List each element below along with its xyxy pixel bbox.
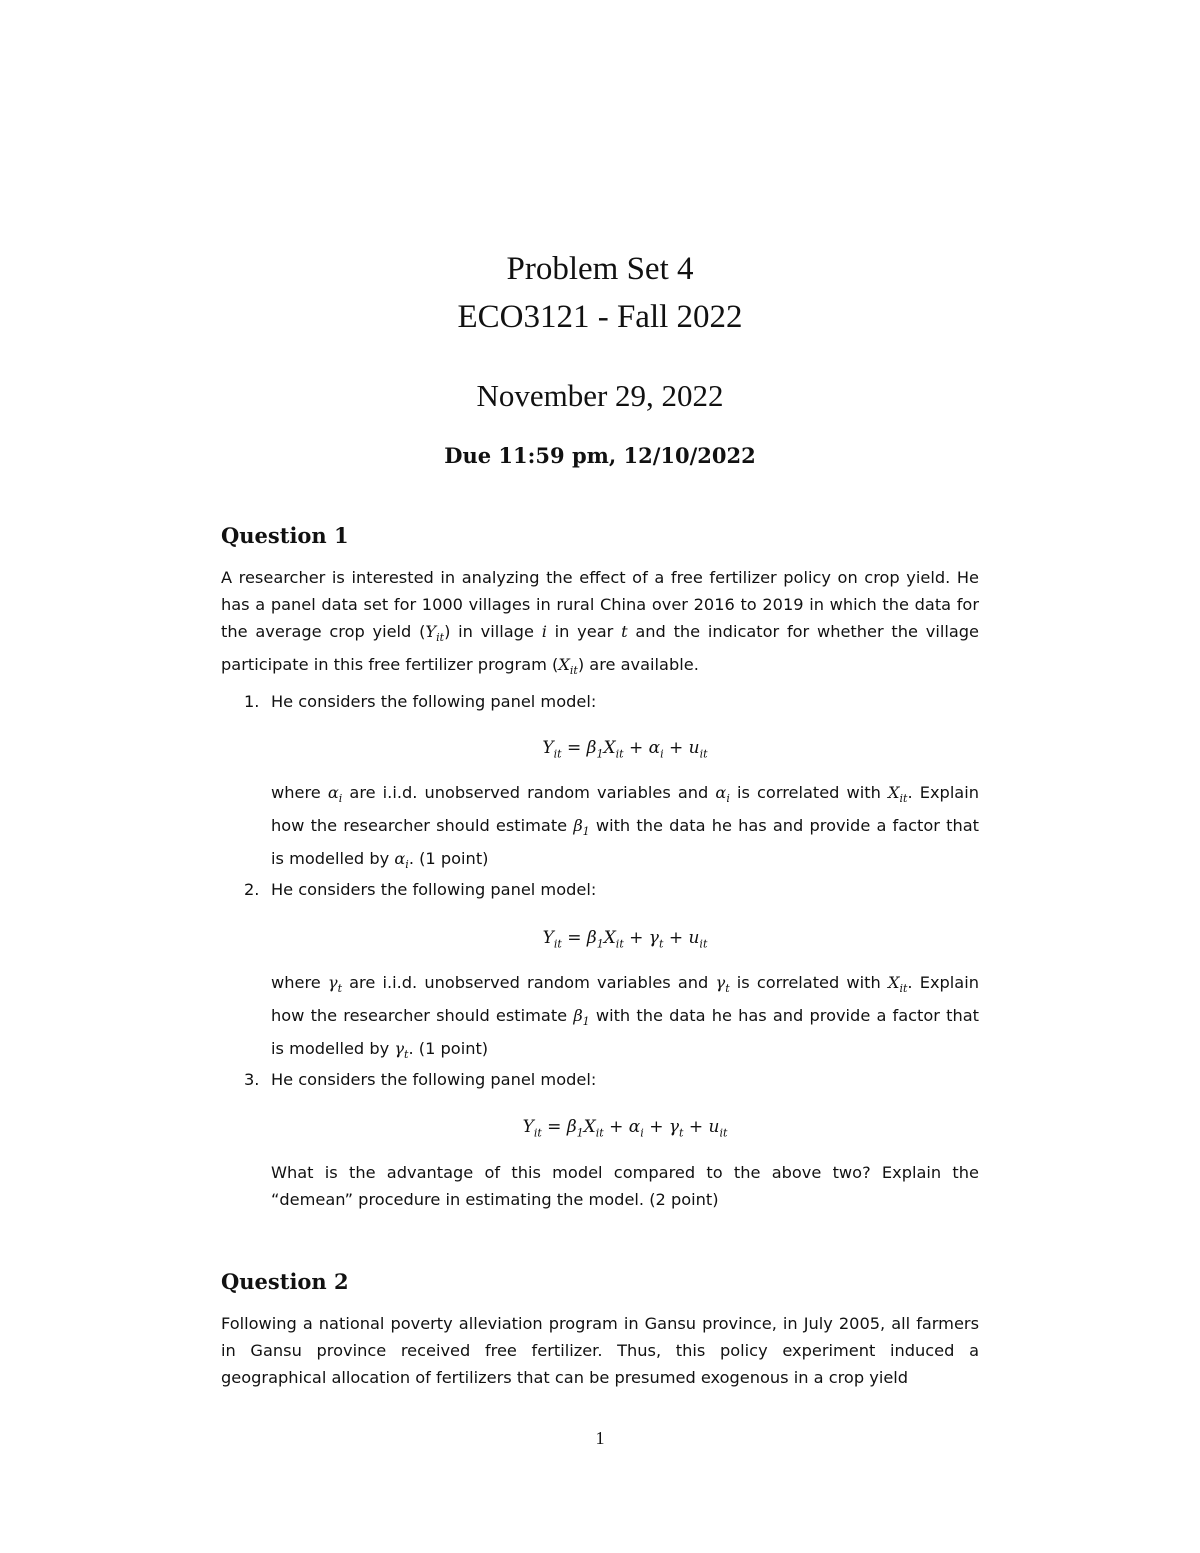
math-Y-it: $Y_{it}$	[425, 621, 445, 644]
intro-text-c: in year	[546, 621, 622, 641]
item-2-text-b: are i.i.d. unobserved random variables and	[341, 973, 716, 992]
item-2-text-a: where	[271, 973, 328, 992]
item-2-text-e: with the data he has and provide a factor that is modelled by	[271, 1006, 979, 1059]
item-1-text-e: with the data he has and provide a factor that is modelled by	[271, 816, 979, 869]
item-2-text-d: . Explain how the researcher should estimate	[271, 973, 979, 1026]
math-gamma-t: $\gamma_t$	[394, 1039, 409, 1062]
intro-text-b: ) in village	[444, 621, 542, 641]
math-X-it: $X_{it}$	[888, 783, 908, 806]
equation-2: $Y_{it} = \beta_1X_{it} + \gamma_t + u_{it}$	[542, 928, 708, 951]
question-1-heading: Question 1	[221, 523, 349, 548]
item-1-text-b: are i.i.d. unobserved random variables and	[342, 783, 716, 802]
intro-text-a: A researcher is interested in analyzing the effect of a free fertilizer policy on crop yield. He has a panel data set for 1000 villages in rural China over 2016 to 2019 in which the data for the average crop yield (	[221, 568, 979, 641]
intro-text-e: ) are available.	[577, 654, 699, 674]
page-number: 1	[595, 1428, 605, 1448]
equation-1: $Y_{it} = \beta_1X_{it} + \alpha_i + u_{it}$	[542, 738, 708, 761]
item-number: 2.	[244, 880, 260, 899]
math-gamma-t: $\gamma_t$	[715, 973, 730, 996]
question-1-item-2-text	[271, 970, 979, 1069]
math-gamma-t: $\gamma_t$	[327, 973, 342, 996]
title-block	[0, 245, 1200, 341]
item-lead-text: He considers the following panel model:	[271, 1070, 597, 1089]
item-2-text-f: . (1 point)	[408, 1039, 489, 1059]
equation-3: $Y_{it} = \beta_1X_{it} + \alpha_i + \gamma_t + u_{it}$	[522, 1117, 728, 1140]
question-1-item-3-lead	[244, 1067, 979, 1094]
item-lead-text: He considers the following panel model:	[271, 880, 597, 899]
due-date: Due 11:59 pm, 12/10/2022	[444, 443, 756, 468]
math-beta-1: $\beta_1$	[573, 816, 590, 839]
item-number: 3.	[244, 1070, 260, 1089]
math-i: i	[541, 621, 547, 641]
question-2-heading: Question 2	[221, 1269, 349, 1294]
math-beta-1: $\beta_1$	[573, 1006, 590, 1029]
math-alpha-i: $\alpha_i$	[394, 849, 409, 872]
question-1-intro	[221, 565, 979, 685]
question-1-item-1-lead	[244, 689, 979, 716]
document-title: Problem Set 4	[506, 251, 694, 287]
document-date: November 29, 2022	[476, 378, 724, 413]
math-t: t	[621, 621, 628, 641]
course-line: ECO3121 - Fall 2022	[457, 299, 743, 335]
math-X-it: $X_{it}$	[558, 654, 578, 677]
item-1-text-c: is correlated with	[729, 783, 888, 802]
math-X-it: $X_{it}$	[887, 973, 908, 996]
question-1-item-1-text	[271, 780, 979, 879]
item-1-text-f: . (1 point)	[408, 849, 489, 869]
intro-text-d: and the indicator for whether the village participate in this free fertilizer program (	[221, 621, 979, 674]
question-2-text: Following a national poverty alleviation program in Gansu province, in July 2005, all farmers in Gansu province received free fertilizer. Thus, this policy experiment induced a geographical allocation of fertilizers that can be presumed exogenous in a crop yield	[221, 1314, 979, 1387]
item-1-text-a: where	[271, 783, 328, 802]
math-alpha-i: $\alpha_i$	[715, 783, 730, 806]
question-1-item-3-text: What is the advantage of this model compared to the above two? Explain the “demean” procedure in estimating the model. (2 point)	[271, 1163, 979, 1209]
item-lead-text: He considers the following panel model:	[271, 692, 597, 711]
item-1-text-d: . Explain how the researcher should estimate	[271, 783, 979, 836]
math-alpha-i: $\alpha_i$	[327, 783, 343, 806]
item-number: 1.	[244, 692, 260, 711]
item-2-text-c: is correlated with	[729, 973, 888, 992]
question-1-item-2-lead	[244, 877, 979, 904]
